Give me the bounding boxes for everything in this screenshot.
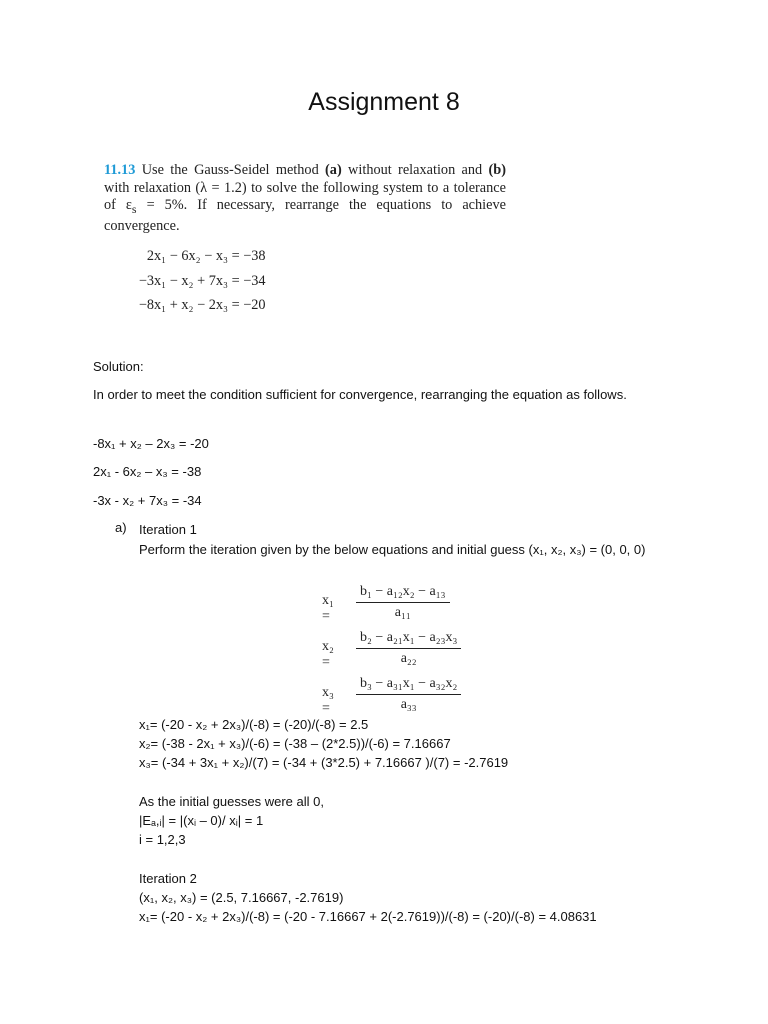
- rearranged-equation-3: -3x - x₂ + 7x₃ = -34: [93, 493, 202, 508]
- equation-row: [120, 269, 266, 294]
- error-formula: |Eₐ,ᵢ| = |(xᵢ – 0)/ xᵢ| = 1: [139, 813, 264, 828]
- problem-statement: [104, 162, 506, 236]
- iteration-2-calc-x1: x₁= (-20 - x₂ + 2x₃)/(-8) = (-20 - 7.16667 + 2(-2.7619))/(-8) = (-20)/(-8) = 4.08631: [139, 909, 597, 924]
- equation-rhs: = −34: [231, 272, 266, 289]
- formula-lhs: x₂ =: [322, 639, 334, 670]
- equation-rhs: = −20: [231, 297, 266, 313]
- iteration-1-calc-x2: x₂= (-38 - 2x₁ + x₃)/(-6) = (-38 – (2*2.5))/(-6) = 7.16667: [139, 736, 451, 751]
- formula-lhs: x₃ =: [322, 685, 334, 716]
- rearranged-equation-2: 2x₁ - 6x₂ – x₃ = -38: [93, 464, 202, 479]
- formula-fraction: [356, 584, 450, 621]
- formula-denominator: a₁₁: [394, 605, 411, 620]
- list-marker: a): [115, 520, 127, 535]
- formula-fraction: [356, 676, 461, 713]
- error-index: i = 1,2,3: [139, 832, 186, 847]
- formula-denominator: a₂₂: [400, 651, 417, 666]
- problem-text-4: = 5%. If necessary, rearrange the equations to achieve convergence.: [104, 197, 506, 235]
- equation-row: [120, 244, 266, 269]
- iteration-1-calc-x1: x₁= (-20 - x₂ + 2x₃)/(-8) = (-20)/(-8) = 2.5: [139, 717, 369, 732]
- iteration-1-title: Iteration 1: [139, 522, 197, 537]
- formula-numerator: b₁ − a₁₂x₂ − a₁₃: [356, 584, 450, 603]
- solution-intro: In order to meet the condition sufficient for convergence, rearranging the equation as follows.: [93, 387, 627, 402]
- formula-lhs: x₁ =: [322, 593, 334, 624]
- equation-system: [120, 244, 266, 318]
- iteration-1-calc-x3: x₃= (-34 + 3x₁ + x₂)/(7) = (-34 + (3*2.5) + 7.16667 )/(7) = -2.7619: [139, 755, 509, 770]
- problem-part-b-label: (b): [488, 162, 506, 178]
- equation-row: [120, 293, 266, 318]
- problem-text-1: Use the Gauss-Seidel method: [141, 162, 319, 178]
- rearranged-equation-1: -8x₁ + x₂ – 2x₃ = -20: [93, 436, 209, 451]
- equation-lhs: −8x₁ + x₂ − 2x₃: [138, 297, 228, 313]
- equation-rhs: = −38: [231, 248, 266, 264]
- iteration-2-title: Iteration 2: [139, 871, 197, 886]
- formula-numerator: b₃ − a₃₁x₁ − a₃₂x₂: [356, 676, 461, 695]
- page-title: Assignment 8: [308, 88, 460, 116]
- equation-lhs: −3x₁ − x₂ + 7x₃: [138, 272, 228, 289]
- formula-denominator: a₃₃: [400, 697, 417, 712]
- tolerance-subscript: s: [131, 201, 137, 216]
- iteration-2-guess: (x₁, x₂, x₃) = (2.5, 7.16667, -2.7619): [139, 890, 344, 905]
- problem-text-2: without relaxation and: [348, 162, 483, 178]
- problem-part-a-label: (a): [325, 162, 342, 178]
- iteration-1-description: Perform the iteration given by the below equations and initial guess (x₁, x₂, x₃) = (0, 0, 0): [139, 542, 646, 557]
- equation-lhs: 2x₁ − 6x₂ − x₃: [146, 248, 228, 264]
- formula-numerator: b₂ − a₂₁x₁ − a₂₃x₃: [356, 630, 461, 649]
- formula-fraction: [356, 630, 461, 667]
- error-note: As the initial guesses were all 0,: [139, 794, 324, 809]
- problem-text-3: with relaxation (λ = 1.2) to solve the following system to a tolerance of ε: [104, 179, 506, 213]
- problem-number: 11.13: [104, 162, 136, 178]
- solution-heading: Solution:: [93, 359, 144, 374]
